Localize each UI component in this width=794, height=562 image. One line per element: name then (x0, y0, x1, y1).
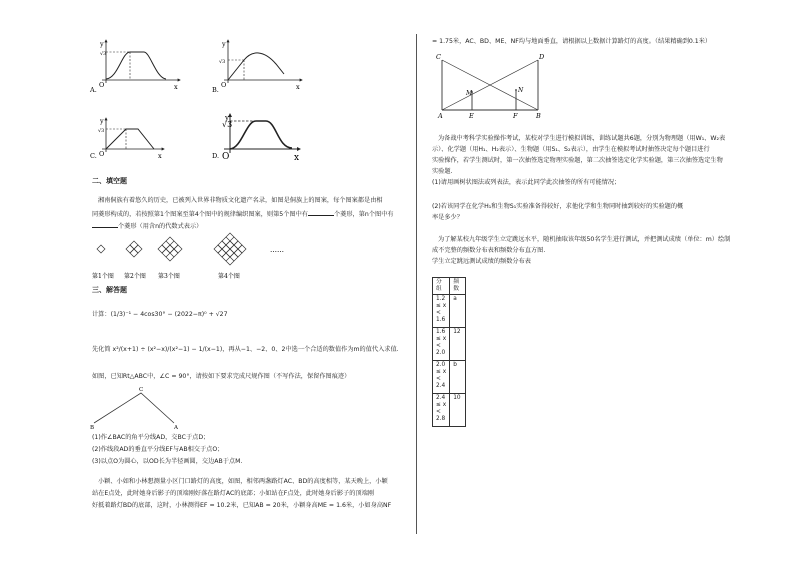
sqrt3-big-label: √3 (222, 120, 233, 129)
pe-question-line2: 成不完整的频数分布表和频数分布直方图. (432, 247, 546, 254)
vertex-a: A (174, 425, 178, 430)
sqrt3-label: √3 (100, 51, 107, 57)
fill-question-line2: 同菱形构成的，若按照第1个图案至第4个图中的规律编织图案，则第5个图中有 个菱形，第n个图中有 (92, 211, 394, 218)
exam-question-q2a: (2)若该同学在化学H₁和生物S₁实验准备得较好，求他化学和生物同时抽到较好的实验题的概 (432, 203, 684, 210)
lamp-question-line3: 好抵着路灯BD的底部，这时，小林测得EF = 10.2米，已知AB = 20米，小颖身高ME = 1.6米，小如身高NF (92, 502, 392, 509)
table-header-row (433, 278, 466, 295)
origin-label: O (99, 81, 105, 89)
fill-question-line3: 个菱形（用含n的代数式表示） (92, 221, 202, 232)
rhombus-pattern-figure (90, 232, 300, 284)
fill-question-line1: 湘南侗族有着悠久的历史，已被列入世界非物质文化遗产名录，如图是侗族上的图案，每个图案都是由相 (98, 197, 383, 204)
vertex-c: C (139, 387, 144, 393)
graph-d (212, 114, 300, 163)
street-lamp-figure (432, 48, 550, 120)
lamp-question-line2: 站在E点处，此时她身后影子的顶端刚好落在路灯AC的底部；小如站在F点处，此时她身后影子的顶端刚 (92, 490, 374, 497)
table-row (433, 361, 466, 394)
svg-text:y: y (100, 117, 104, 125)
exam-question-q1: (1)请用画树状图法或列表法，表示此同学此次抽签的所有可能情况； (432, 179, 621, 186)
svg-text:O: O (222, 152, 230, 162)
count-cell: b (450, 361, 466, 394)
exam-question-line2: 示）、化学题（用H₁、H₂表示）、生物题（用S₁、S₂表示），由学生在模拟考试时抽签决定每个题目进行 (432, 146, 710, 153)
pattern-ellipsis: …… (270, 246, 284, 254)
calc-question: 计算：(1/3)⁻¹ − 4cos30° − (2022−π)⁰ + √27 (92, 311, 228, 318)
svg-text:x: x (158, 152, 162, 160)
option-d-label: D. (212, 152, 220, 160)
svg-text:√3: √3 (98, 128, 105, 134)
option-a-label: A. (90, 86, 97, 94)
vertex-b: B (90, 425, 95, 430)
label-B: B (536, 112, 541, 120)
simplify-question: 先化简 x²/(x+1) ÷ (x²−x)/(x²−1) − 1/(x−1)，再从−1、−2、0、2中选一个合适的数值作为m的值代入求值. (92, 346, 399, 353)
option-b-label: B. (212, 86, 219, 94)
construct-step2: (2)作线段AD的垂直平分线EF与AB相交于点O； (92, 446, 224, 453)
option-graphs (88, 36, 314, 166)
caption-fig3: 第3个图 (158, 273, 180, 280)
label-C: C (436, 53, 441, 61)
svg-text:x: x (296, 83, 300, 91)
section-fill-title: 二、填空题 (92, 177, 127, 185)
graph-b (212, 40, 302, 94)
pe-question-line1: 为了解某校九年级学生立定跳远水平，随机抽取该年级50名学生进行测试，并把测试成绩（单位：m）绘制 (438, 236, 731, 243)
calc-expression: (1/3)⁻¹ − 4cos30° − (2022−π)⁰ + √27 (110, 311, 228, 318)
label-N: N (518, 87, 524, 94)
svg-text:O: O (99, 150, 105, 158)
caption-fig4: 第4个图 (218, 273, 240, 280)
label-E: E (469, 112, 474, 120)
right-triangle-figure (88, 382, 188, 430)
pe-table-caption: 学生立定跳远测试成绩的频数分布表 (432, 258, 531, 265)
answer-blank-1[interactable] (308, 209, 334, 216)
axis-y-label: y (100, 40, 104, 48)
exam-question-line1: 为备战中考科学实验操作考试，某校对学生进行模拟训练，训练试题共6题，分别为物理题（用W₁、W₂表 (438, 135, 726, 142)
table-row (433, 394, 466, 427)
label-F: F (513, 112, 518, 120)
construct-step3: (3)以点O为圆心，以OD长为半径画圆，交边AB于点M. (92, 458, 243, 465)
group-cell: 1.2 ≤ x < 1.6 (433, 295, 450, 328)
section-solve-title: 三、解答题 (92, 286, 127, 294)
label-A: A (438, 112, 443, 120)
svg-text:y: y (222, 40, 226, 48)
caption-fig2: 第2个图 (124, 273, 146, 280)
graph-a (89, 40, 180, 94)
group-cell: 1.6 ≤ x < 2.0 (433, 328, 450, 361)
header-group: 分组 (433, 278, 450, 295)
option-c-label: C. (90, 152, 97, 160)
label-M: M (466, 90, 473, 97)
lamp-question-line1: 小颖、小如和小林想测量小区门口路灯的高度，如图，相邻两盏路灯AC、BD的高度相等，某天晚上，小颖 (98, 478, 388, 485)
svg-text:O: O (221, 81, 227, 89)
svg-text:x: x (294, 153, 300, 163)
lamp-question-cont: = 1.75米，AC、BD、ME、NF均与地面垂直，请根据以上数据计算路灯的高度。（结果精确到0.1米） (432, 38, 712, 45)
label-D: D (539, 53, 545, 61)
construct-intro: 如图，已知Rt△ABC中，∠C = 90°，请按如下要求完成尺规作图（不写作法，保留作图痕迹） (92, 373, 351, 380)
svg-text:√3: √3 (219, 59, 226, 65)
group-cell: 2.0 ≤ x < 2.4 (433, 361, 450, 394)
graph-c (90, 117, 164, 160)
answer-blank-2[interactable] (92, 221, 118, 228)
exam-question-q2b: 率是多少？ (432, 214, 463, 221)
header-count: 频数 (450, 278, 466, 295)
axis-x-label: x (174, 83, 178, 91)
construct-step1: (1)作∠BAC的角平分线AD，交BC于点D； (92, 434, 210, 441)
column-divider (416, 34, 417, 534)
count-cell: 12 (450, 328, 466, 361)
count-cell: a (450, 295, 466, 328)
count-cell: 10 (450, 394, 466, 427)
exam-question-line4: 实验题. (432, 168, 453, 175)
frequency-table (432, 277, 466, 427)
exam-question-line3: 实验操作，若学生测试时，第一次抽签选定物理实验题，第二次抽签选定化学实验题，第三次抽签选定生物 (432, 157, 723, 164)
table-row (433, 328, 466, 361)
table-row (433, 295, 466, 328)
group-cell: 2.4 ≤ x < 2.8 (433, 394, 450, 427)
caption-fig1: 第1个图 (92, 273, 114, 280)
svg-text:y: y (225, 114, 229, 122)
